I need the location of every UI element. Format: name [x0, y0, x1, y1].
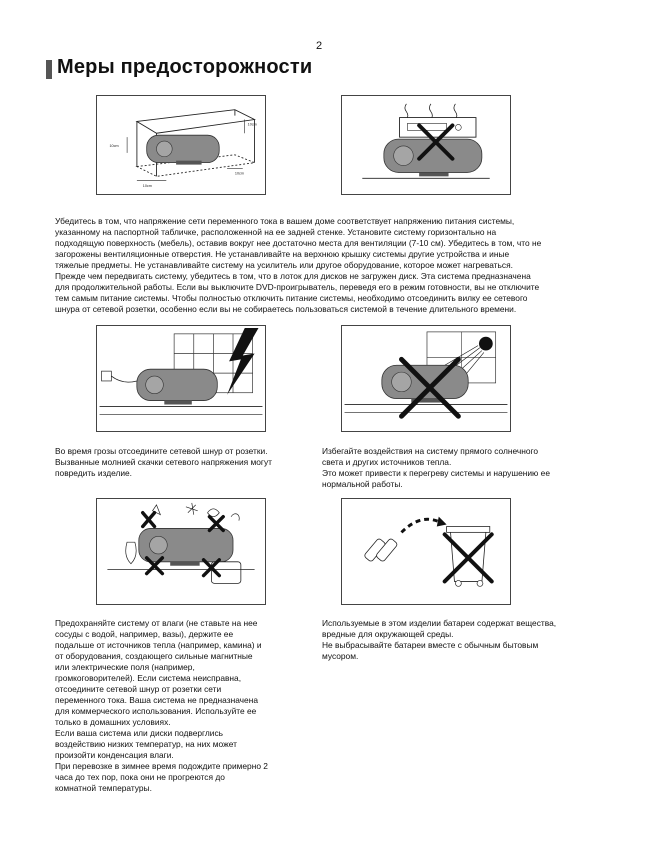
ventilation-diagram [97, 96, 265, 194]
clearance-label-right: 10cm [234, 171, 244, 176]
page-title: Меры предосторожности [57, 56, 313, 78]
no-stacking-diagram [342, 96, 510, 194]
installation-paragraph: Убедитесь в том, что напряжение сети переменного тока в вашем доме соответствует напряжению питания системы, указанному на паспортной табличке, расположенной на ее задней стенке. Установите систему горизонтально на подходящую поверхность (мебель), оставив вокруг нее достаточно места для вентиляции (7-10 см). Убедитесь в том, что не загорожены вентиляционные отверстия. Не устанавливайте на верхнюю крышку системы другие устройства и иные тяжелые предметы. Не устанавливайте систему на усилитель или другое оборудование, которое может нагреваться. Прежде чем передвигать систему, убедитесь в том, что в лоток для дисков не загружен диск. Эта система предназначена для продолжительной работы. Если вы выключите DVD-проигрыватель, переведя его в режим готовности, вы не отключите тем самым питание системы. Чтобы полностью отключить питание системы, необходимо отсоединить вилку ее сетевого шнура от сетевой розетки, особенно если вы не собираетесь пользоваться системой в течение длительного времени. [55, 216, 542, 314]
ventilation-clearance-illustration [96, 95, 266, 195]
clearance-label-bottom: 10cm [142, 184, 152, 189]
title-marker [46, 60, 52, 79]
storm-paragraph: Во время грозы отсоедините сетевой шнур от розетки. Вызванные молнией скачки сетевого напряжения могут повредить изделие. [55, 446, 273, 478]
moisture-diagram [97, 499, 265, 604]
moisture-magnetic-illustration [96, 498, 266, 605]
sunlight-paragraph: Избегайте воздействия на систему прямого солнечного света и других источников тепла. Это может привести к перегреву системы и нарушению ее нормальной работы. [322, 446, 550, 489]
battery-disposal-illustration [341, 498, 511, 605]
lightning-storm-illustration [96, 325, 266, 432]
sunlight-heat-illustration [341, 325, 511, 432]
sunlight-diagram [342, 326, 510, 431]
no-stacking-illustration [341, 95, 511, 195]
clearance-label-left: 10cm [109, 143, 119, 148]
lightning-diagram [97, 326, 265, 431]
page-number: 2 [316, 40, 323, 52]
clearance-label-top: 10cm [247, 122, 257, 127]
battery-diagram [342, 499, 510, 604]
moisture-paragraph: Предохраняйте систему от влаги (не ставьте на нее сосуды с водой, например, вазы), держите ее подальше от источников тепла (например, камина) и от оборудования, создающего сильные магнитные или электрические поля (например, громкоговорителей). Если система неисправна, отсоедините сетевой шнур от розетки сети переменного тока. Ваша система не предназначена для коммерческого использования. Используйте ее только в домашних условиях. Если ваша система или диски подверглись воздействию низких температур, на них может произойти конденсация влаги. При перевозке в зимнее время подождите примерно 2 часа до тех пор, пока они не прогреются до комнатной температуры. [55, 618, 268, 793]
battery-paragraph: Используемые в этом изделии батареи содержат вещества, вредные для окружающей среды. Не выбрасывайте батареи вместе с обычным бытовым мусором. [322, 618, 557, 661]
